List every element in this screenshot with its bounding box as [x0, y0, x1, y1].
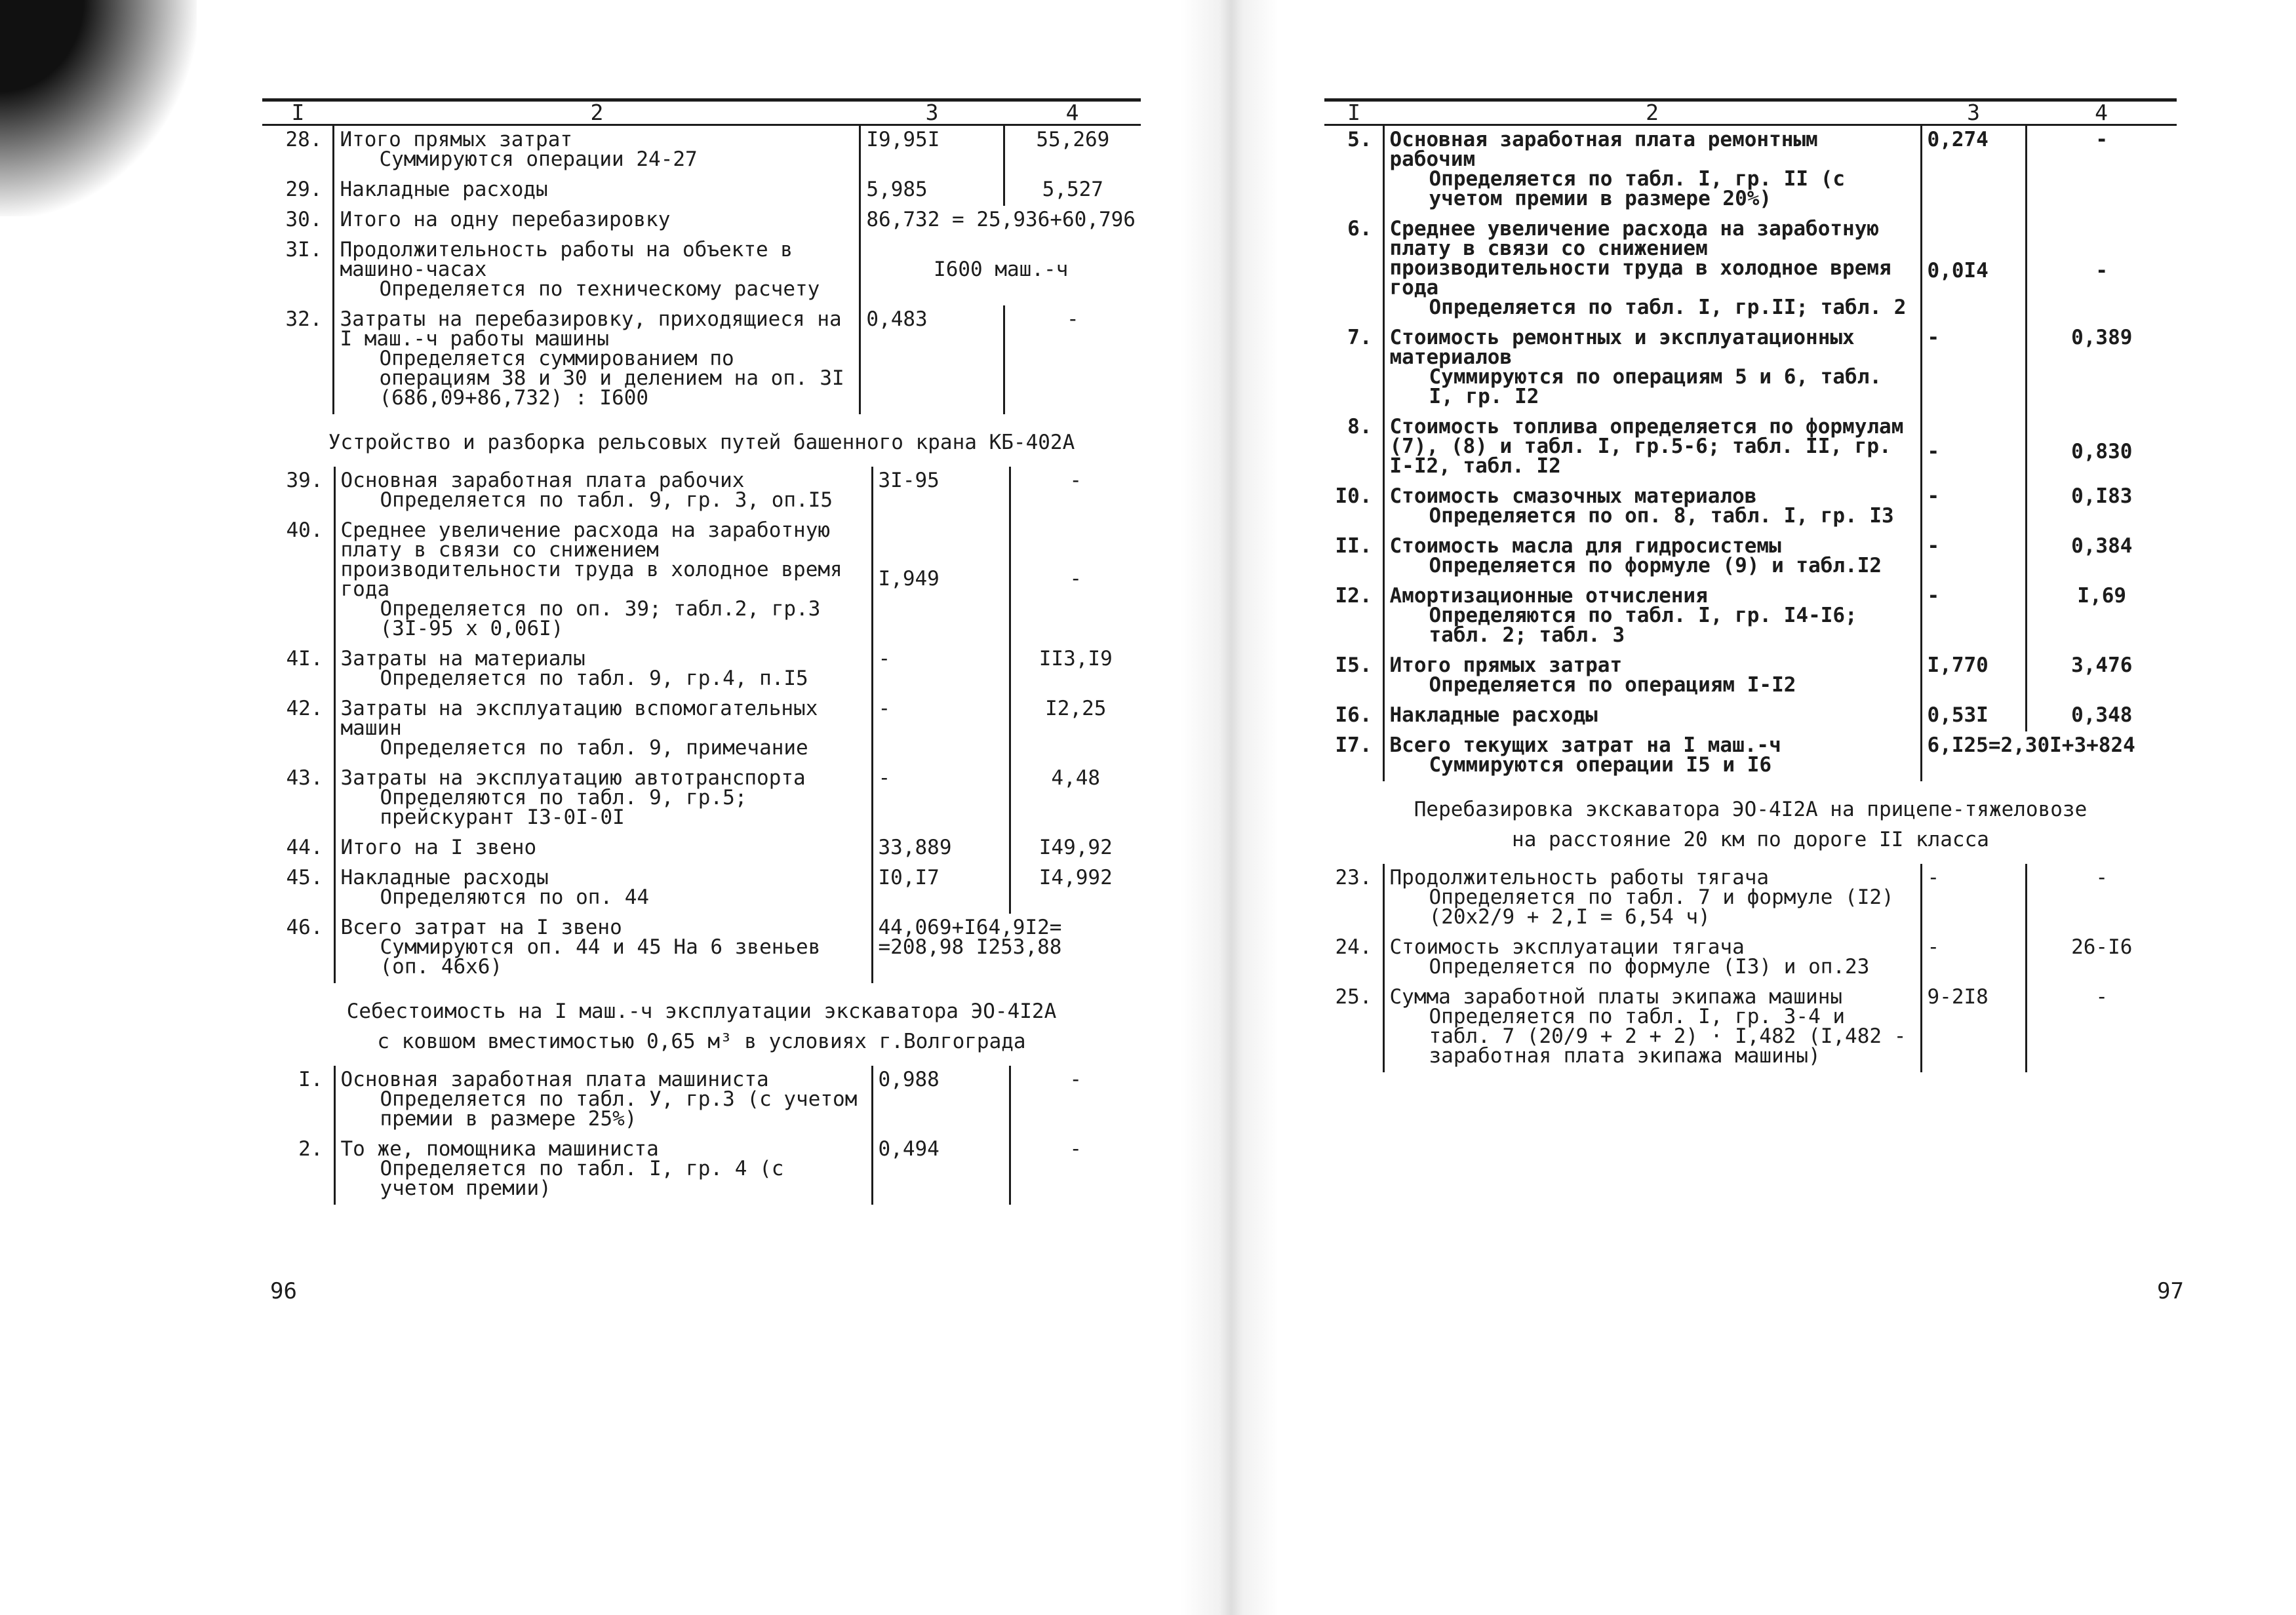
- row-number: I5.: [1335, 653, 1372, 677]
- left-page: [262, 98, 1141, 1409]
- row-description: [1383, 582, 1921, 652]
- row-col3: -: [1927, 584, 1940, 608]
- row-col4: 4,48: [1010, 764, 1141, 834]
- row-number: 8.: [1347, 415, 1372, 438]
- table-row: [262, 236, 1141, 305]
- row-description: [1383, 652, 1921, 701]
- right-table-header: [1324, 100, 2177, 125]
- row-number: 45.: [286, 866, 323, 889]
- row-col3: I600 маш.-ч: [934, 258, 1069, 281]
- row-subtext: Определяется по оп. 39; табл.2, гр.3 (3I-95 x 0,06I): [380, 597, 821, 640]
- table-row: [262, 516, 1141, 645]
- row-title: Итого на одну перебазировку: [340, 208, 671, 231]
- row-subtext: Определяется по табл. I, гр. 4 (с учетом премии): [380, 1157, 784, 1200]
- row-subtext: Определяется по оп. 8, табл. I, гр. I3: [1429, 504, 1894, 528]
- row-col3: 5,985: [866, 178, 928, 201]
- scan-shadow: [0, 0, 197, 216]
- row-col3: -: [1927, 935, 1940, 959]
- table-row: [262, 645, 1141, 695]
- row-number: 39.: [286, 469, 323, 492]
- row-subtext: Определяется суммированием по операциям 38 и 30 и делением на оп. 3I (686,09+86,732) : I600: [379, 347, 844, 410]
- row-description: [334, 125, 860, 176]
- row-col4: -: [2026, 215, 2177, 324]
- row-title: Продолжительность работы на объекте в машино-часах: [340, 238, 793, 281]
- row-title: Сумма заработной платы экипажа машины: [1389, 985, 1843, 1009]
- row-col3: -: [1927, 484, 1940, 508]
- row-col4: -: [2026, 864, 2177, 933]
- row-col4: 55,269: [1004, 125, 1141, 176]
- table-row: [1324, 215, 2177, 324]
- row-title: Накладные расходы: [1389, 703, 1598, 727]
- col-header: 3: [860, 100, 1004, 125]
- col-header: I: [1324, 100, 1383, 125]
- col-header: 2: [1383, 100, 1921, 125]
- table-row: [262, 1066, 1141, 1135]
- row-col3: 0,0I4: [1927, 259, 1989, 282]
- row-col4: 0,348: [2026, 701, 2177, 731]
- row-subtext: Определяется по табл. I, гр.II; табл. 2: [1429, 296, 1907, 319]
- row-number: I0.: [1335, 484, 1372, 508]
- row-number: I7.: [1335, 733, 1372, 757]
- row-title: Стоимость смазочных материалов: [1389, 484, 1757, 508]
- row-subtext: Определяется по табл. 7 и формуле (I2) (20x2/9 + 2,I = 6,54 ч): [1429, 885, 1894, 929]
- col-header: 3: [1921, 100, 2026, 125]
- row-col3: 3I-95: [878, 469, 940, 492]
- row-number: 4I.: [286, 647, 323, 671]
- left-table-header: [262, 100, 1141, 125]
- row-subtext: Суммируются по операциям 5 и 6, табл. I, гр. I2: [1429, 365, 1882, 408]
- row-subtext: Определяется по табл. 9, гр.4, п.I5: [380, 667, 808, 690]
- left-table-b: [262, 467, 1141, 983]
- section-heading: Себестоимость на I маш.-ч эксплуатации экскаватора ЭО-4I2А: [346, 1000, 1057, 1023]
- table-row: [262, 467, 1141, 516]
- row-col4: 0,384: [2026, 532, 2177, 582]
- row-description: [1383, 701, 1921, 731]
- row-description: [334, 864, 872, 914]
- row-title: Стоимость эксплуатации тягача: [1389, 935, 1745, 959]
- row-title: Затраты на перебазировку, приходящиеся на I маш.-ч работы машины: [340, 307, 842, 351]
- row-title: Всего текущих затрат на I маш.-ч: [1389, 733, 1781, 757]
- row-col4: 0,389: [2026, 324, 2177, 413]
- col-header: 2: [334, 100, 860, 125]
- row-subtext: Определяется по табл. I, гр. 3-4 и табл. 7 (20/9 + 2 + 2) · I,482 (I,482 - заработная плата экипажа машины): [1429, 1005, 1907, 1068]
- row-title: Затраты на материалы: [340, 647, 585, 671]
- table-row: [262, 914, 1141, 983]
- row-col3: -: [1927, 534, 1940, 558]
- row-col3: 0,53I: [1927, 703, 1989, 727]
- col-header: 4: [2026, 100, 2177, 125]
- row-number: 5.: [1347, 128, 1372, 151]
- row-description: [334, 695, 872, 764]
- row-title: Итого на I звено: [340, 836, 537, 859]
- row-title: Накладные расходы: [340, 178, 548, 201]
- row-description: [334, 236, 860, 305]
- row-title: Основная заработная плата рабочих: [340, 469, 745, 492]
- col-header: I: [262, 100, 334, 125]
- row-description: [334, 1135, 872, 1205]
- row-col3: 0,494: [878, 1137, 940, 1161]
- table-row: [1324, 582, 2177, 652]
- row-col4: -: [1010, 1135, 1141, 1205]
- row-title: Среднее увеличение расхода на заработную плату в связи со снижением производительности труда в холодное время года: [340, 518, 842, 601]
- row-col3: -: [878, 697, 891, 720]
- row-description: [334, 516, 872, 645]
- row-col4: I,69: [2026, 582, 2177, 652]
- table-row: [262, 305, 1141, 414]
- table-row: [1324, 731, 2177, 781]
- right-page: [1324, 98, 2177, 1409]
- table-row: [262, 176, 1141, 206]
- row-description: [1383, 413, 1921, 482]
- row-subtext: Определяется по операциям I-I2: [1429, 673, 1796, 697]
- table-row: [1324, 324, 2177, 413]
- row-description: [1383, 532, 1921, 582]
- table-row: [1324, 413, 2177, 482]
- row-col4: -: [1010, 516, 1141, 645]
- row-number: 7.: [1347, 326, 1372, 349]
- row-description: [1383, 933, 1921, 983]
- row-subtext: Определяются по табл. 9, гр.5; прейскурант I3-0I-0I: [380, 786, 747, 829]
- row-number: I6.: [1335, 703, 1372, 727]
- row-col4: -: [1010, 1066, 1141, 1135]
- row-title: Накладные расходы: [340, 866, 549, 889]
- row-col4: 0,I83: [2026, 482, 2177, 532]
- table-row: [1324, 983, 2177, 1072]
- row-subtext: Определяется по табл. 9, гр. 3, оп.I5: [380, 488, 833, 512]
- row-description: [334, 206, 860, 236]
- row-description: [1383, 125, 1921, 216]
- row-col4: I2,25: [1010, 695, 1141, 764]
- row-col3: 0,988: [878, 1068, 940, 1091]
- row-col4: II3,I9: [1010, 645, 1141, 695]
- row-description: [1383, 983, 1921, 1072]
- row-subtext: Определяются по табл. I, гр. I4-I6; табл. 2; табл. 3: [1429, 604, 1857, 647]
- row-col3: I9,95I: [866, 128, 940, 151]
- row-number: 30.: [285, 208, 323, 231]
- row-subtext: Определяется по табл. У, гр.3 (с учетом премии в размере 25%): [380, 1087, 858, 1131]
- row-title: Продолжительность работы тягача: [1389, 866, 1770, 889]
- row-number: 6.: [1347, 217, 1372, 241]
- row-col3: 0,483: [866, 307, 928, 331]
- row-col3: 9-2I8: [1927, 985, 1989, 1009]
- row-col3: 86,732 = 25,936+60,796: [866, 208, 1136, 231]
- row-title: Стоимость топлива определяется по формулам (7), (8) и табл. I, гр.5-6; табл. II, гр. I-I2, табл. I2: [1389, 415, 1904, 478]
- row-col4: 0,830: [2026, 413, 2177, 482]
- row-title: Затраты на эксплуатацию вспомогательных машин: [340, 697, 818, 740]
- row-col3: I,949: [878, 567, 940, 591]
- row-title: То же, помощника машиниста: [340, 1137, 659, 1161]
- row-subtext: Определяется по табл. 9, примечание: [380, 736, 808, 760]
- row-number: 46.: [286, 916, 323, 939]
- row-number: 23.: [1335, 866, 1372, 889]
- row-title: Амортизационные отчисления: [1389, 584, 1708, 608]
- table-row: [1324, 652, 2177, 701]
- row-description: [1383, 482, 1921, 532]
- table-row: [262, 206, 1141, 236]
- row-number: 3I.: [285, 238, 323, 262]
- row-col3: -: [1927, 440, 1940, 463]
- row-subtext: Суммируются операции 24-27: [379, 147, 698, 171]
- table-row: [1324, 864, 2177, 933]
- table-row: [1324, 482, 2177, 532]
- row-number: 28.: [285, 128, 323, 151]
- row-description: [334, 645, 872, 695]
- row-col4: -: [1004, 305, 1141, 414]
- page-number: 96: [270, 1278, 297, 1304]
- row-title: Затраты на эксплуатацию автотранспорта: [340, 766, 806, 790]
- page-number: 97: [2157, 1278, 2184, 1304]
- row-col4: 3,476: [2026, 652, 2177, 701]
- row-col3: I0,I7: [878, 866, 940, 889]
- table-row: [262, 864, 1141, 914]
- row-subtext: Определяется по табл. I, гр. II (с учетом премии в размере 20%): [1429, 167, 1846, 210]
- row-number: 25.: [1335, 985, 1372, 1009]
- row-description: [334, 764, 872, 834]
- right-table-b: [1324, 864, 2177, 1072]
- row-description: [334, 914, 872, 983]
- row-number: II.: [1335, 534, 1372, 558]
- table-row: [1324, 933, 2177, 983]
- row-description: [334, 834, 872, 864]
- row-title: Всего затрат на I звено: [340, 916, 622, 939]
- row-col3: -: [1927, 866, 1940, 889]
- section-heading: Перебазировка экскаватора ЭО-4I2А на прицепе-тяжеловозе: [1414, 798, 2088, 821]
- row-description: [334, 1066, 872, 1135]
- table-row: [262, 1135, 1141, 1205]
- row-col4: -: [2026, 125, 2177, 216]
- row-description: [1383, 731, 1921, 781]
- row-subtext: Определяется по техническому расчету: [379, 277, 820, 301]
- row-description: [1383, 324, 1921, 413]
- row-subtext: Определяется по формуле (9) и табл.I2: [1429, 554, 1882, 577]
- row-col3: -: [1927, 326, 1940, 349]
- row-number: I.: [298, 1068, 323, 1091]
- row-subtext: Определяется по формуле (I3) и оп.23: [1429, 955, 1870, 979]
- row-title: Стоимость масла для гидросистемы: [1389, 534, 1781, 558]
- row-col4: I4,992: [1010, 864, 1141, 914]
- row-subtext: Суммируются операции I5 и I6: [1429, 753, 1772, 777]
- row-col3: -: [878, 647, 891, 671]
- row-description: [1383, 215, 1921, 324]
- row-title: Основная заработная плата машиниста: [340, 1068, 769, 1091]
- table-row: [262, 125, 1141, 176]
- row-title: Итого прямых затрат: [1389, 653, 1623, 677]
- row-description: [334, 176, 860, 206]
- row-col3: -: [878, 766, 891, 790]
- row-description: [1383, 864, 1921, 933]
- row-number: 29.: [285, 178, 323, 201]
- row-col3: 33,889: [878, 836, 952, 859]
- row-title: Основная заработная плата ремонтным рабочим: [1389, 128, 1818, 171]
- left-table-c: [262, 1066, 1141, 1205]
- row-title: Среднее увеличение расхода на заработную плату в связи со снижением производительности труда в холодное время года: [1389, 217, 1891, 300]
- row-col3: 6,I25=2,30I+3+824: [1927, 733, 2135, 757]
- row-col3: 44,069+I64,9I2= =208,98 I253,88: [878, 916, 1062, 959]
- row-col4: -: [2026, 983, 2177, 1072]
- row-number: I2.: [1335, 584, 1372, 608]
- section-heading: на расстояние 20 км по дороге II класса: [1512, 828, 1989, 851]
- row-subtext: Суммируются оп. 44 и 45 На 6 звеньев (оп. 46x6): [380, 935, 821, 979]
- right-table-a: [1324, 98, 2177, 781]
- row-title: Итого прямых затрат: [340, 128, 573, 151]
- row-number: 32.: [285, 307, 323, 331]
- table-row: [1324, 532, 2177, 582]
- section-heading: с ковшом вместимостью 0,65 м³ в условиях г.Волгограда: [377, 1030, 1026, 1053]
- book-gutter: [1180, 0, 1278, 1615]
- row-col4: I49,92: [1010, 834, 1141, 864]
- row-number: 43.: [286, 766, 323, 790]
- row-number: 24.: [1335, 935, 1372, 959]
- col-header: 4: [1004, 100, 1141, 125]
- table-row: [1324, 125, 2177, 216]
- row-title: Стоимость ремонтных и эксплуатационных материалов: [1389, 326, 1855, 369]
- row-description: [334, 467, 872, 516]
- row-col4: 26-I6: [2026, 933, 2177, 983]
- row-col4: -: [1010, 467, 1141, 516]
- row-number: 42.: [286, 697, 323, 720]
- row-number: 40.: [286, 518, 323, 542]
- row-col4: 5,527: [1004, 176, 1141, 206]
- row-col3: I,770: [1927, 653, 1989, 677]
- table-row: [262, 764, 1141, 834]
- table-row: [262, 834, 1141, 864]
- row-number: 44.: [286, 836, 323, 859]
- row-number: 2.: [298, 1137, 323, 1161]
- row-col3: 0,274: [1927, 128, 1989, 151]
- table-row: [262, 695, 1141, 764]
- section-heading: Устройство и разборка рельсовых путей башенного крана КБ-402А: [328, 431, 1075, 454]
- left-table-a: [262, 98, 1141, 414]
- row-description: [334, 305, 860, 414]
- table-row: [1324, 701, 2177, 731]
- row-subtext: Определяются по оп. 44: [380, 885, 650, 909]
